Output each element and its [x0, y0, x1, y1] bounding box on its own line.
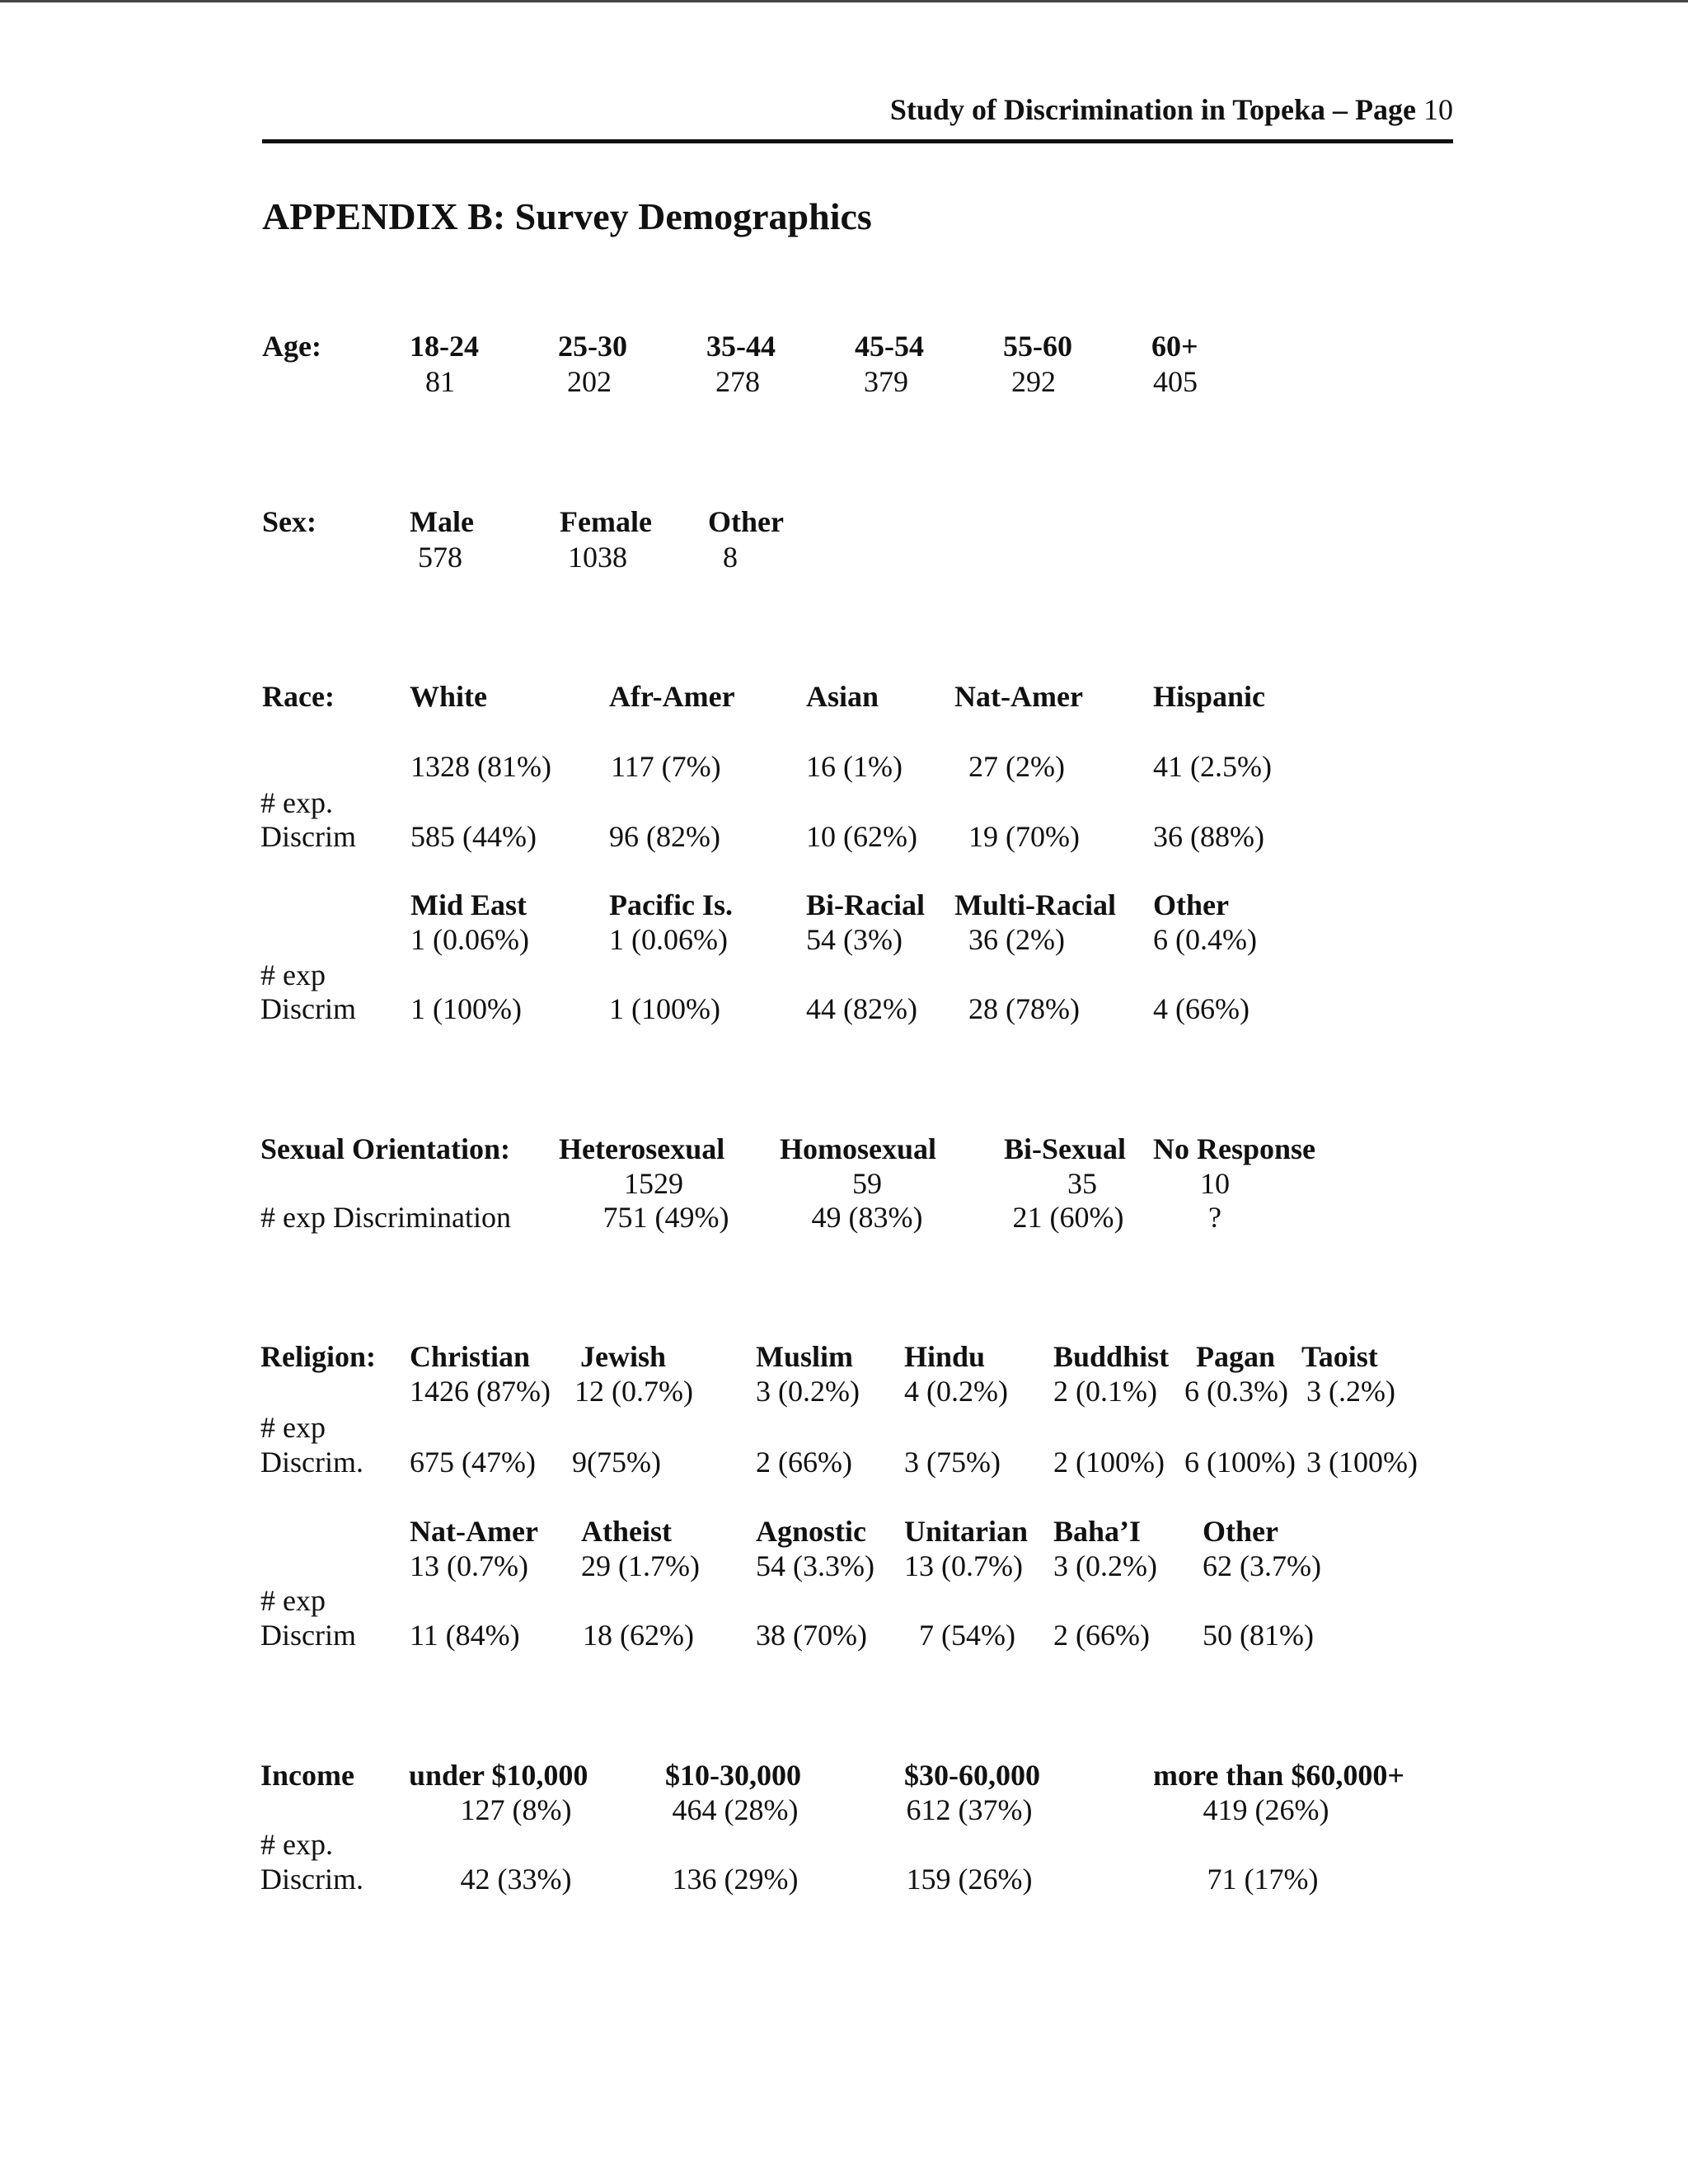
income-count: 419 (26%): [1203, 1793, 1329, 1826]
race-count: 41 (2.5%): [1153, 750, 1272, 783]
race-label: Race:: [262, 680, 335, 713]
age-header: 60+: [1151, 330, 1198, 363]
sex-count: 1038: [568, 541, 627, 574]
race-discrim: 44 (82%): [806, 992, 917, 1025]
orientation-discrim: ?: [1208, 1201, 1221, 1234]
race-count: 1 (0.06%): [410, 923, 529, 956]
religion-header: Nat-Amer: [410, 1515, 538, 1548]
race-discrim: 10 (62%): [806, 820, 917, 853]
orientation-count: 1529: [624, 1167, 683, 1200]
race-discrim: 19 (70%): [968, 820, 1080, 853]
religion-header: Hindu: [904, 1340, 986, 1373]
race-header: Nat-Amer: [954, 680, 1083, 713]
race-count: 27 (2%): [968, 750, 1065, 783]
income-header: under $10,000: [409, 1759, 588, 1792]
religion-header: Jewish: [580, 1340, 667, 1373]
orientation-header: No Response: [1153, 1132, 1316, 1165]
race-discrim: 4 (66%): [1153, 992, 1250, 1025]
race-discrim: 96 (82%): [609, 820, 720, 853]
religion-header: Agnostic: [756, 1515, 866, 1548]
age-header: 25-30: [558, 330, 627, 363]
race-header: Bi-Racial: [806, 888, 925, 921]
sex-label: Sex:: [262, 505, 316, 538]
age-count: 405: [1153, 365, 1198, 398]
race-count: 6 (0.4%): [1153, 923, 1257, 956]
religion-discrim: 38 (70%): [756, 1619, 867, 1652]
religion-count: 6 (0.3%): [1184, 1375, 1288, 1408]
religion-header: Unitarian: [904, 1515, 1029, 1548]
race-discrim-label: Discrim: [260, 820, 356, 853]
religion-discrim: 3 (75%): [904, 1446, 1001, 1479]
age-count: 81: [425, 365, 455, 398]
race-discrim-label: Discrim: [260, 992, 356, 1025]
race-exp-label: # exp.: [260, 786, 333, 819]
header-page-number: 10: [1423, 93, 1453, 126]
age-count: 379: [864, 365, 908, 398]
religion-count: 3 (.2%): [1306, 1375, 1395, 1408]
age-count: 278: [715, 365, 760, 398]
race-discrim: 1 (100%): [609, 992, 720, 1025]
sex-header: Other: [708, 505, 784, 538]
page-edge-line: [0, 0, 1688, 2]
religion-exp-label: # exp: [260, 1584, 326, 1617]
religion-exp-label: # exp: [260, 1411, 326, 1444]
religion-discrim-label: Discrim: [260, 1619, 356, 1652]
orientation-count: 10: [1200, 1167, 1230, 1200]
orientation-header: Homosexual: [780, 1132, 937, 1165]
religion-discrim: 11 (84%): [410, 1619, 520, 1652]
religion-count: 4 (0.2%): [904, 1375, 1008, 1408]
running-header: [890, 92, 1453, 127]
orientation-header: Heterosexual: [559, 1132, 725, 1165]
religion-discrim: 50 (81%): [1203, 1619, 1314, 1652]
religion-count: 3 (0.2%): [1053, 1549, 1157, 1582]
income-count: 127 (8%): [460, 1793, 572, 1826]
race-exp-label: # exp: [260, 958, 326, 991]
orientation-discrim: 49 (83%): [811, 1201, 923, 1234]
race-count: 117 (7%): [611, 750, 721, 783]
income-header: $30-60,000: [904, 1759, 1040, 1792]
race-header: Afr-Amer: [609, 680, 735, 713]
orientation-header: Bi-Sexual: [1004, 1132, 1127, 1165]
orientation-exp-label: # exp Discrimination: [260, 1201, 511, 1234]
age-count: 292: [1011, 365, 1056, 398]
income-discrim: 71 (17%): [1207, 1863, 1319, 1896]
age-header: 45-54: [855, 330, 924, 363]
sex-header: Female: [560, 505, 652, 538]
religion-header: Pagan: [1196, 1340, 1276, 1373]
income-discrim-label: Discrim.: [260, 1863, 363, 1896]
race-header: Pacific Is.: [609, 888, 733, 921]
orientation-label: Sexual Orientation:: [260, 1132, 510, 1165]
religion-discrim: 2 (66%): [1053, 1619, 1150, 1652]
income-header: $10-30,000: [665, 1759, 801, 1792]
religion-count: 13 (0.7%): [410, 1549, 528, 1582]
religion-discrim: 18 (62%): [583, 1619, 694, 1652]
age-header: 18-24: [410, 330, 479, 363]
income-discrim: 42 (33%): [460, 1863, 572, 1896]
religion-count: 1426 (87%): [410, 1375, 551, 1408]
orientation-discrim: 751 (49%): [603, 1201, 729, 1234]
age-header: 55-60: [1003, 330, 1072, 363]
religion-discrim: 2 (66%): [756, 1446, 852, 1479]
religion-count: 29 (1.7%): [581, 1549, 700, 1582]
religion-count: 2 (0.1%): [1053, 1375, 1157, 1408]
race-count: 36 (2%): [968, 923, 1065, 956]
religion-discrim: 6 (100%): [1184, 1446, 1296, 1479]
religion-discrim: 7 (54%): [919, 1619, 1015, 1652]
religion-count: 13 (0.7%): [904, 1549, 1023, 1582]
income-label: Income: [260, 1759, 354, 1792]
orientation-count: 59: [852, 1167, 882, 1200]
income-count: 612 (37%): [906, 1793, 1033, 1826]
religion-header: Taoist: [1301, 1340, 1378, 1373]
orientation-count: 35: [1067, 1167, 1097, 1200]
income-exp-label: # exp.: [260, 1828, 333, 1861]
religion-discrim: 3 (100%): [1306, 1446, 1418, 1479]
income-discrim: 136 (29%): [672, 1863, 799, 1896]
income-count: 464 (28%): [672, 1793, 799, 1826]
race-header: Hispanic: [1153, 680, 1266, 713]
age-label: Age:: [262, 330, 321, 363]
religion-header: Baha’I: [1053, 1515, 1142, 1548]
race-header: Other: [1153, 888, 1229, 921]
header-title: Study of Discrimination in Topeka – Page: [889, 93, 1416, 126]
sex-header: Male: [410, 505, 474, 538]
sex-count: 8: [723, 541, 738, 574]
race-count: 54 (3%): [806, 923, 903, 956]
religion-header: Other: [1203, 1515, 1278, 1548]
religion-label: Religion:: [260, 1340, 376, 1373]
race-header: Mid East: [410, 888, 528, 921]
race-count: 16 (1%): [806, 750, 903, 783]
race-count: 1328 (81%): [410, 750, 551, 783]
race-discrim: 36 (88%): [1153, 820, 1264, 853]
race-header: Asian: [806, 680, 879, 713]
age-count: 202: [567, 365, 612, 398]
religion-header: Buddhist: [1053, 1340, 1170, 1373]
sex-count: 578: [418, 541, 462, 574]
religion-count: 54 (3.3%): [756, 1549, 874, 1582]
race-discrim: 585 (44%): [410, 820, 537, 853]
header-rule: [262, 139, 1453, 143]
race-discrim: 28 (78%): [968, 992, 1080, 1025]
race-count: 1 (0.06%): [609, 923, 728, 956]
religion-header: Atheist: [581, 1515, 672, 1548]
religion-discrim: 675 (47%): [410, 1446, 536, 1479]
race-discrim: 1 (100%): [410, 992, 522, 1025]
religion-count: 62 (3.7%): [1203, 1549, 1321, 1582]
religion-count: 12 (0.7%): [574, 1375, 693, 1408]
race-header: Multi-Racial: [954, 888, 1116, 921]
religion-discrim: 2 (100%): [1053, 1446, 1165, 1479]
religion-count: 3 (0.2%): [756, 1375, 860, 1408]
age-header: 35-44: [706, 330, 776, 363]
income-header: more than $60,000+: [1153, 1759, 1404, 1792]
orientation-discrim: 21 (60%): [1012, 1201, 1124, 1234]
religion-header: Christian: [410, 1340, 531, 1373]
income-discrim: 159 (26%): [906, 1863, 1033, 1896]
religion-discrim: 9(75%): [572, 1446, 661, 1479]
religion-discrim-label: Discrim.: [260, 1446, 363, 1479]
appendix-title: APPENDIX B: Survey Demographics: [262, 195, 872, 237]
religion-header: Muslim: [756, 1340, 854, 1373]
race-header: White: [410, 680, 487, 713]
